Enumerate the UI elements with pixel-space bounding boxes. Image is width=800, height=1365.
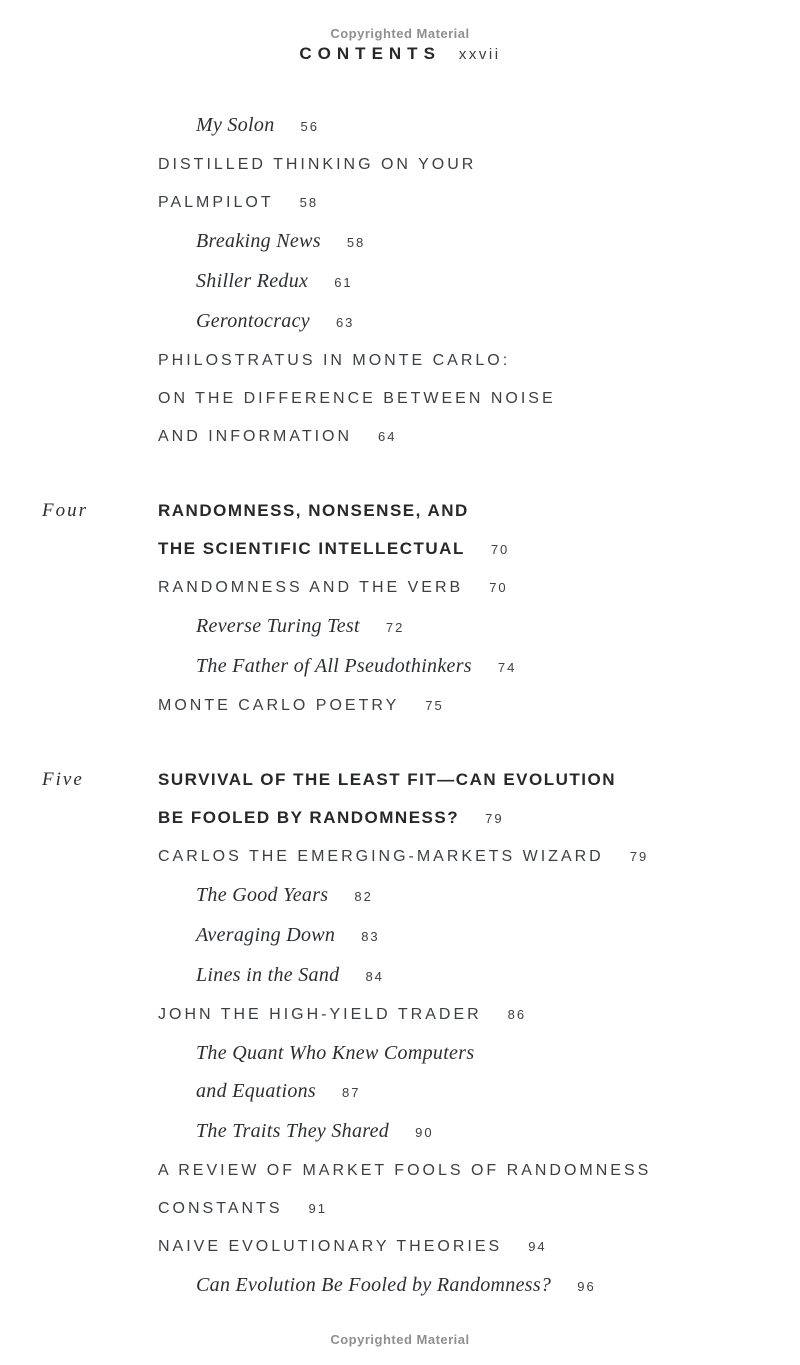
toc-entry-text: A REVIEW OF MARKET FOOLS OF RANDOMNESS <box>158 1162 652 1179</box>
toc-entry-text: SURVIVAL OF THE LEAST FIT—CAN EVOLUTION <box>158 770 617 789</box>
toc-entries <box>158 106 800 456</box>
toc-entry-line <box>158 146 800 184</box>
toc-entry-line <box>158 1072 800 1112</box>
toc-entry-line <box>158 302 800 342</box>
toc-entry-line <box>158 342 800 380</box>
toc-entry-line <box>158 262 800 302</box>
page-number: 87 <box>342 1085 361 1100</box>
toc-entry-text: The Quant Who Knew Computers <box>196 1042 475 1064</box>
chapter-column <box>0 761 158 1306</box>
toc-entry-text: The Father of All Pseudothinkers <box>196 655 472 677</box>
page-number: 86 <box>507 1007 527 1022</box>
page-number: 79 <box>629 849 649 864</box>
toc-entry-line <box>158 1112 800 1152</box>
toc-entry-line <box>158 607 800 647</box>
toc-entry-text: MONTE CARLO POETRY <box>158 697 400 714</box>
toc-entry-line <box>158 761 800 799</box>
toc-entry-line <box>158 916 800 956</box>
toc-entry-line <box>158 1190 800 1228</box>
toc-entry-line <box>158 222 800 262</box>
page-number: 70 <box>490 542 510 557</box>
toc-entry-line <box>158 184 800 222</box>
chapter-number-label: Five <box>42 769 84 790</box>
page-number: 58 <box>346 235 366 250</box>
page-number: 94 <box>528 1239 547 1254</box>
toc-entry-line <box>158 799 800 838</box>
page-footer <box>0 1332 800 1347</box>
toc-entry-line <box>158 492 800 530</box>
toc-section <box>0 492 800 725</box>
toc-entry-text: ON THE DIFFERENCE BETWEEN NOISE <box>158 390 556 407</box>
toc-entry-line <box>158 1034 800 1072</box>
page-header <box>0 26 800 64</box>
toc-entry-text: Lines in the Sand <box>196 964 340 986</box>
toc-entry-line <box>158 647 800 687</box>
toc-entry-line <box>158 106 800 146</box>
copyright-notice-bottom: Copyrighted Material <box>330 1332 470 1347</box>
toc-entry-text: DISTILLED THINKING ON YOUR <box>158 156 477 173</box>
toc-entry-text: RANDOMNESS AND THE VERB <box>158 579 464 596</box>
page-number: 72 <box>385 620 405 635</box>
toc-entry-text: THE SCIENTIFIC INTELLECTUAL <box>158 539 465 558</box>
toc-entries <box>158 492 800 725</box>
page-number: 91 <box>308 1201 327 1216</box>
toc-entry-text: Gerontocracy <box>196 310 310 332</box>
page-title: CONTENTS <box>299 44 441 63</box>
toc-entry-text: Reverse Turing Test <box>196 615 360 637</box>
toc-entry-line <box>158 838 800 876</box>
toc-entry-text: CARLOS THE EMERGING-MARKETS WIZARD <box>158 848 604 865</box>
toc-entry-line <box>158 996 800 1034</box>
contents-title-line <box>0 44 800 64</box>
page-number: 58 <box>299 195 319 210</box>
page-number: 64 <box>378 429 397 444</box>
toc-entry-text: My Solon <box>196 114 275 136</box>
copyright-notice-top: Copyrighted Material <box>330 26 470 41</box>
toc-entry-text: and Equations <box>196 1080 317 1102</box>
page-number: 61 <box>334 275 353 290</box>
toc-entry-text: Can Evolution Be Fooled by Randomness? <box>196 1274 552 1296</box>
toc-entry-text: PHILOSTRATUS IN MONTE CARLO: <box>158 352 511 369</box>
page-number: 75 <box>425 698 444 713</box>
chapter-number-label: Four <box>42 500 88 521</box>
page-number: 84 <box>365 969 384 984</box>
page-number: 83 <box>361 929 380 944</box>
toc-entry-text: Shiller Redux <box>196 270 309 292</box>
toc-entries <box>158 761 800 1306</box>
chapter-column <box>0 492 158 725</box>
toc-entry-line <box>158 1152 800 1190</box>
page-number: 63 <box>335 315 355 330</box>
toc-entry-text: The Good Years <box>196 884 329 906</box>
toc-entry-text: RANDOMNESS, NONSENSE, AND <box>158 501 469 520</box>
toc-entry-line <box>158 687 800 725</box>
chapter-column <box>0 106 158 456</box>
toc-entry-line <box>158 530 800 569</box>
toc-entry-text: CONSTANTS <box>158 1200 283 1217</box>
toc-section <box>0 761 800 1306</box>
toc-entry-text: PALMPILOT <box>158 194 274 211</box>
toc-entry-text: BE FOOLED BY RANDOMNESS? <box>158 808 460 827</box>
toc-entry-line <box>158 569 800 607</box>
page-number: 90 <box>415 1125 434 1140</box>
page-number: 74 <box>497 660 517 675</box>
toc-section <box>0 106 800 456</box>
page-number: 96 <box>577 1279 596 1294</box>
page-number: 70 <box>489 580 508 595</box>
toc-entry-line <box>158 380 800 418</box>
toc-entry-line <box>158 876 800 916</box>
toc-entry-text: NAIVE EVOLUTIONARY THEORIES <box>158 1238 503 1255</box>
toc-entry-line <box>158 418 800 456</box>
toc-entry-line <box>158 956 800 996</box>
toc-entry-text: The Traits They Shared <box>196 1120 390 1142</box>
toc-entry-text: JOHN THE HIGH-YIELD TRADER <box>158 1006 482 1023</box>
toc-entry-line <box>158 1228 800 1266</box>
table-of-contents <box>0 106 800 1306</box>
toc-entry-text: Averaging Down <box>196 924 336 946</box>
folio-roman-numeral: xxvii <box>458 46 501 63</box>
toc-entry-text: Breaking News <box>196 230 321 252</box>
page-number: 82 <box>354 889 373 904</box>
page-number: 56 <box>300 119 319 134</box>
toc-entry-line <box>158 1266 800 1306</box>
page-number: 79 <box>485 811 504 826</box>
toc-entry-text: AND INFORMATION <box>158 428 353 445</box>
